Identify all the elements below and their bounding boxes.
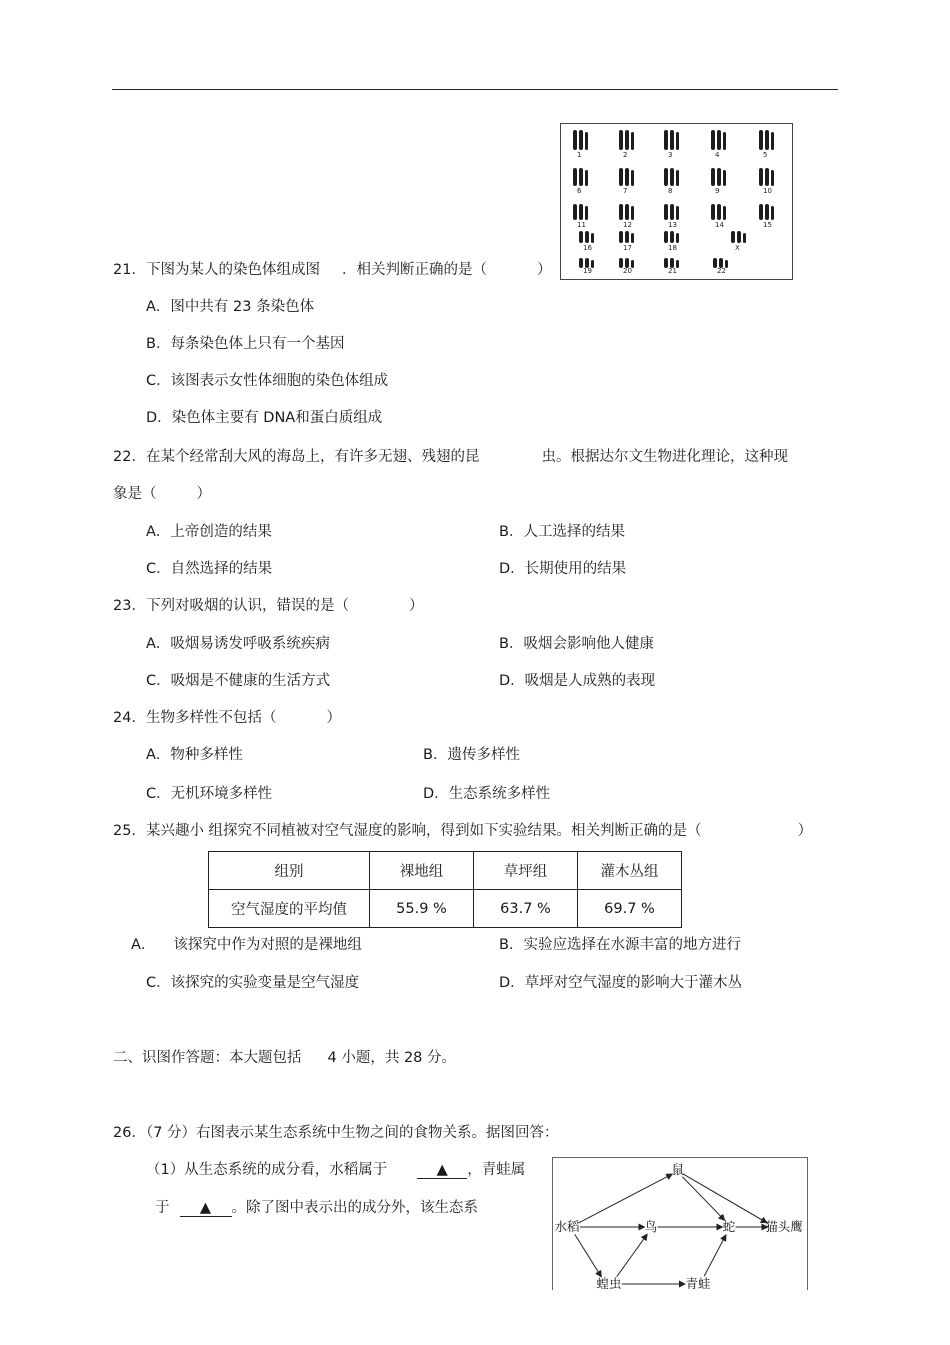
chromosome-pair <box>711 168 728 190</box>
chromosome-number: 22 <box>717 267 726 275</box>
chromosome-number: 12 <box>623 221 632 229</box>
q22-stem-line1 <box>113 450 788 465</box>
section-2-title-part2: 4 小题，共 28 分。 <box>327 1050 457 1066</box>
food-web-svg <box>553 1158 807 1290</box>
table-header-cell: 草坪组 <box>474 852 578 890</box>
chromosome-number: 2 <box>623 151 628 159</box>
q25-paren-close: ） <box>797 823 813 839</box>
q24-option-a: A．物种多样性 <box>146 747 243 763</box>
q22-option-b: B．人工选择的结果 <box>499 524 625 540</box>
chromosome-pair <box>619 130 636 154</box>
table-row <box>209 890 682 928</box>
food-web-node: 水稻 <box>554 1219 580 1234</box>
chromosome-pair <box>619 168 636 190</box>
q26-p2-tail: 。除了图中表示出的成分外，该生态系 <box>231 1200 478 1216</box>
q25-option-a-text: 该探究中作为对照的是裸地组 <box>173 937 362 953</box>
q23-stem-text: 23．下列对吸烟的认识，错误的是（ <box>113 598 349 614</box>
answer-blank-2[interactable] <box>180 1201 232 1217</box>
table-header-cell: 裸地组 <box>370 852 474 890</box>
q24-option-d: D．生态系统多样性 <box>423 786 551 802</box>
food-web-arrow <box>684 1174 767 1222</box>
q24-option-c: C．无机环境多样性 <box>146 786 273 802</box>
food-web-node: 蝗虫 <box>596 1276 622 1290</box>
food-web-arrow <box>682 1177 724 1221</box>
chromosome-number: 6 <box>577 187 582 195</box>
chromosome-pair <box>759 130 776 154</box>
q26-stem: 26．（7 分）右图表示某生态系统中生物之间的食物关系。据图回答： <box>113 1125 559 1141</box>
q26-p1-text: （1）从生态系统的成分看，水稻属于 <box>146 1162 388 1178</box>
q25-stem <box>113 824 812 839</box>
food-web-arrow <box>617 1234 647 1277</box>
q21-stem <box>113 263 551 278</box>
q21-stem-text: 21．下图为某人的染色体组成图 <box>113 262 320 278</box>
q24-stem-text: 24．生物多样性不包括（ <box>113 710 277 726</box>
chromosome-number: 1 <box>577 151 582 159</box>
table-cell: 63.7 % <box>474 890 578 928</box>
q25-stem-text: 25．某兴趣小 组探究不同植被对空气湿度的影响，得到如下实验结果。相关判断正确的是（ <box>113 823 702 839</box>
q22-stem-line2-text: 象是（ <box>113 486 157 502</box>
q26-p2-text: 于 <box>155 1200 170 1216</box>
chromosome-number: 3 <box>668 151 673 159</box>
q23-stem <box>113 599 423 614</box>
q26-p1-tail: ，青蛙属 <box>467 1162 526 1178</box>
chromosome-number: 14 <box>715 221 724 229</box>
blank-marker-1: ▲ <box>436 1162 448 1178</box>
chromosome-number: 10 <box>763 187 772 195</box>
section-2-title <box>113 1051 456 1066</box>
q23-option-b: B．吸烟会影响他人健康 <box>499 636 654 652</box>
food-web-arrow <box>704 1235 726 1276</box>
q22-option-c: C．自然选择的结果 <box>146 561 273 577</box>
chromosome-pair <box>711 130 728 154</box>
q21-option-a: A．图中共有 23 条染色体 <box>146 299 315 315</box>
q22-stem-line2 <box>113 487 211 502</box>
blank-marker-2: ▲ <box>199 1200 212 1216</box>
section-2-title-part1: 二、识图作答题：本大题包括 <box>113 1050 302 1066</box>
food-web-node: 鸟 <box>644 1219 658 1234</box>
q26-paragraph-line2 <box>155 1201 478 1217</box>
food-web-diagram <box>552 1157 808 1290</box>
chromosome-pair <box>573 130 590 154</box>
q21-option-b: B．每条染色体上只有一个基因 <box>146 336 345 352</box>
chromosome-number: 17 <box>623 244 632 252</box>
table-header-row <box>209 852 682 890</box>
q21-option-d: D．染色体主要有 DNA和蛋白质组成 <box>146 410 383 426</box>
table-header-cell: 组别 <box>209 852 370 890</box>
q23-option-c: C．吸烟是不健康的生活方式 <box>146 673 331 689</box>
q24-paren-close: ） <box>326 710 341 726</box>
chromosome-number: 21 <box>668 267 677 275</box>
header-rule <box>112 89 838 90</box>
q24-stem <box>113 711 341 726</box>
food-web-node: 鼠 <box>671 1162 685 1177</box>
chromosome-number: 7 <box>623 187 628 195</box>
table-cell: 空气湿度的平均值 <box>209 890 370 928</box>
chromosome-number: 9 <box>715 187 720 195</box>
q21-paren-close: ） <box>536 262 552 278</box>
chromosome-number: 5 <box>763 151 768 159</box>
q25-option-c: C．该探究的实验变量是空气湿度 <box>146 975 360 991</box>
chromosome-pair <box>664 130 681 154</box>
chromosome-number: 11 <box>577 221 586 229</box>
table-header-cell: 灌木丛组 <box>578 852 682 890</box>
food-web-node: 蛇 <box>722 1219 736 1234</box>
table-cell: 69.7 % <box>578 890 682 928</box>
q24-option-b: B．遗传多样性 <box>423 747 520 763</box>
table-cell: 55.9 % <box>370 890 474 928</box>
answer-blank-1[interactable] <box>417 1163 467 1179</box>
q23-paren-close: ） <box>408 598 424 614</box>
q22-paren-close: ） <box>196 486 211 502</box>
chromosome-pair <box>664 168 681 190</box>
q26-paragraph-line1 <box>146 1163 525 1179</box>
chromosome-number: 8 <box>668 187 673 195</box>
q25-option-a-letter: A． <box>131 937 156 953</box>
q22-option-d: D．长期使用的结果 <box>499 561 627 577</box>
q22-stem-part1: 22．在某个经常刮大风的海岛上，有许多无翅、残翅的昆 <box>113 449 480 465</box>
chromosome-number: 18 <box>668 244 677 252</box>
q25-option-d: D．草坪对空气湿度的影响大于灌木丛 <box>499 975 743 991</box>
chromosome-number: 15 <box>763 221 772 229</box>
q21-stem-tail: ．相关判断正确的是（ <box>341 262 487 278</box>
experiment-table <box>208 851 682 928</box>
q22-stem-part2: 虫。根据达尔文生物进化理论，这种现 <box>541 449 788 465</box>
chromosome-number: 19 <box>583 267 592 275</box>
q23-option-d: D．吸烟是人成熟的表现 <box>499 673 656 689</box>
chromosome-number: 20 <box>623 267 632 275</box>
q25-option-b: B．实验应选择在水源丰富的地方进行 <box>499 937 741 953</box>
q23-option-a: A．吸烟易诱发呼吸系统疾病 <box>146 636 330 652</box>
chromosome-number: 16 <box>583 244 592 252</box>
chromosome-number: 4 <box>715 151 720 159</box>
chromosome-number: 13 <box>668 221 677 229</box>
food-web-arrow <box>579 1174 673 1223</box>
food-web-node: 青蛙 <box>685 1276 711 1290</box>
chromosome-number: X <box>735 244 740 252</box>
q22-option-a: A．上帝创造的结果 <box>146 524 272 540</box>
q21-option-c: C．该图表示女性体细胞的染色体组成 <box>146 373 389 389</box>
food-web-node: 猫头鹰 <box>765 1219 803 1234</box>
q25-option-a <box>131 938 362 953</box>
food-web-arrow <box>575 1234 602 1277</box>
karyotype-image <box>560 123 793 280</box>
chromosome-pair <box>573 168 590 190</box>
